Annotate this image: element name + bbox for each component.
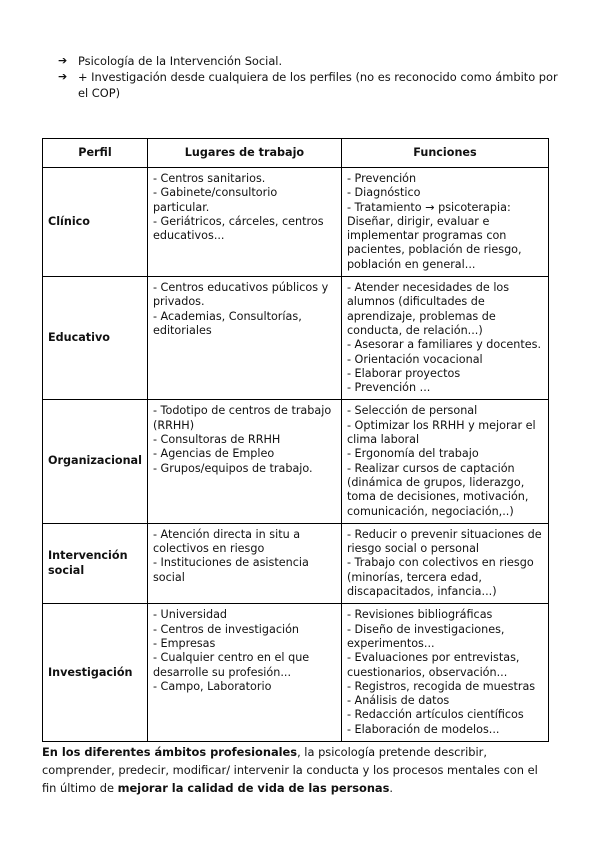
function-line: - Registros, recogida de muestras bbox=[346, 679, 536, 693]
function-line: - Selección de personal bbox=[346, 404, 478, 418]
places-line: - Atención directa in situ a colectivos en riesgo bbox=[152, 527, 301, 556]
places-cell bbox=[147, 604, 341, 742]
table-row bbox=[43, 400, 549, 523]
places-line: - Gabinete/consultorio particular. bbox=[152, 186, 278, 214]
table-row bbox=[43, 604, 549, 742]
header-funciones: Funciones bbox=[341, 139, 548, 168]
function-line: - Optimizar los RRHH y mejorar el clima laboral bbox=[346, 418, 536, 447]
places-line: - Instituciones de asistencia social bbox=[152, 556, 309, 584]
function-line: - Asesorar a familiares y docentes. bbox=[346, 338, 542, 352]
function-line: - Orientación vocacional bbox=[346, 352, 483, 366]
table-row bbox=[43, 277, 549, 400]
table-row bbox=[43, 168, 549, 277]
places-cell bbox=[147, 168, 341, 277]
places-line: - Centros de investigación bbox=[152, 622, 300, 636]
functions-cell bbox=[341, 277, 548, 400]
places-line: - Universidad bbox=[152, 608, 228, 622]
places-line: - Cualquier centro en el que desarrolle su profesión... bbox=[152, 651, 310, 679]
function-line: - Revisiones bibliográficas bbox=[346, 608, 493, 622]
function-line: - Ergonomía del trabajo bbox=[346, 447, 479, 461]
function-line: - Atender necesidades de los alumnos (dificultades de aprendizaje, problemas de conducta, de relación...) bbox=[346, 281, 510, 337]
places-line: - Todotipo de centros de trabajo (RRHH) bbox=[152, 404, 332, 432]
footer-text-end: . bbox=[389, 781, 394, 795]
functions-cell bbox=[341, 400, 548, 523]
function-line: - Elaborar proyectos bbox=[346, 366, 461, 380]
functions-cell bbox=[341, 523, 548, 603]
footer-bold-goal: mejorar la calidad de vida de las personas bbox=[117, 781, 390, 795]
header-perfil: Perfil bbox=[43, 139, 148, 168]
function-line: - Análisis de datos bbox=[346, 694, 450, 708]
bullet-text: + Investigación desde cualquiera de los perfiles (no es reconocido como ámbito por el COP) bbox=[78, 70, 558, 100]
places-cell bbox=[147, 400, 341, 523]
places-line: - Geriátricos, cárceles, centros educativos... bbox=[152, 214, 324, 243]
header-lugares: Lugares de trabajo bbox=[147, 139, 341, 168]
function-line: - Diseño de investigaciones, experimentos... bbox=[346, 622, 505, 650]
function-line: - Trabajo con colectivos en riesgo (minorías, tercera edad, discapacitados, infancia...) bbox=[346, 556, 534, 599]
profile-cell: Organizacional bbox=[43, 400, 148, 523]
function-line: - Evaluaciones por entrevistas, cuestionarios, observación... bbox=[346, 651, 520, 679]
functions-cell bbox=[341, 604, 548, 742]
footer-bold-lead: En los diferentes ámbitos profesionales bbox=[42, 745, 298, 759]
places-cell bbox=[147, 277, 341, 400]
function-line: - Tratamiento → psicoterapia: Diseñar, dirigir, evaluar e implementar programas con pacientes, población de riesgo, población en general... bbox=[346, 200, 522, 271]
table-row bbox=[43, 523, 549, 603]
function-line: - Redacción artículos científicos bbox=[346, 708, 524, 722]
profile-cell: Clínico bbox=[43, 168, 148, 277]
bullet-list bbox=[58, 53, 558, 101]
places-line: - Grupos/equipos de trabajo. bbox=[152, 461, 313, 475]
footer-paragraph bbox=[42, 743, 552, 797]
table-header-row bbox=[43, 139, 549, 168]
bullet-item bbox=[58, 69, 558, 101]
profile-cell: Intervención social bbox=[43, 523, 148, 603]
right-arrow-icon: ➔ bbox=[58, 70, 68, 83]
function-line: - Realizar cursos de captación (dinámica de grupos, liderazgo, toma de decisiones, motivación, comunicación, negociación,..) bbox=[346, 461, 529, 518]
function-line: - Reducir o prevenir situaciones de riesgo social o personal bbox=[346, 527, 542, 556]
right-arrow-icon: ➔ bbox=[58, 54, 68, 67]
places-line: - Centros educativos públicos y privados. bbox=[152, 281, 329, 309]
function-line: - Prevención bbox=[346, 172, 417, 185]
footer-text: , la psicología pretende describir, comprender, predecir, modificar/ intervenir la conducta y los procesos mentales con el fin último de bbox=[42, 745, 538, 795]
profile-cell: Educativo bbox=[43, 277, 148, 400]
places-line: - Empresas bbox=[152, 636, 216, 650]
bullet-item bbox=[58, 53, 558, 69]
function-line: - Elaboración de modelos... bbox=[346, 722, 500, 736]
profiles-table bbox=[42, 138, 549, 742]
functions-cell bbox=[341, 168, 548, 277]
places-line: - Agencias de Empleo bbox=[152, 447, 275, 461]
places-line: - Consultoras de RRHH bbox=[152, 433, 281, 447]
profile-cell: Investigación bbox=[43, 604, 148, 742]
places-line: - Centros sanitarios. bbox=[152, 172, 266, 185]
places-line: - Academias, Consultorías, editoriales bbox=[152, 309, 302, 337]
function-line: - Diagnóstico bbox=[346, 186, 421, 200]
function-line: - Prevención ... bbox=[346, 381, 431, 395]
places-line: - Campo, Laboratorio bbox=[152, 679, 272, 693]
bullet-text: Psicología de la Intervención Social. bbox=[78, 54, 283, 68]
places-cell bbox=[147, 523, 341, 603]
